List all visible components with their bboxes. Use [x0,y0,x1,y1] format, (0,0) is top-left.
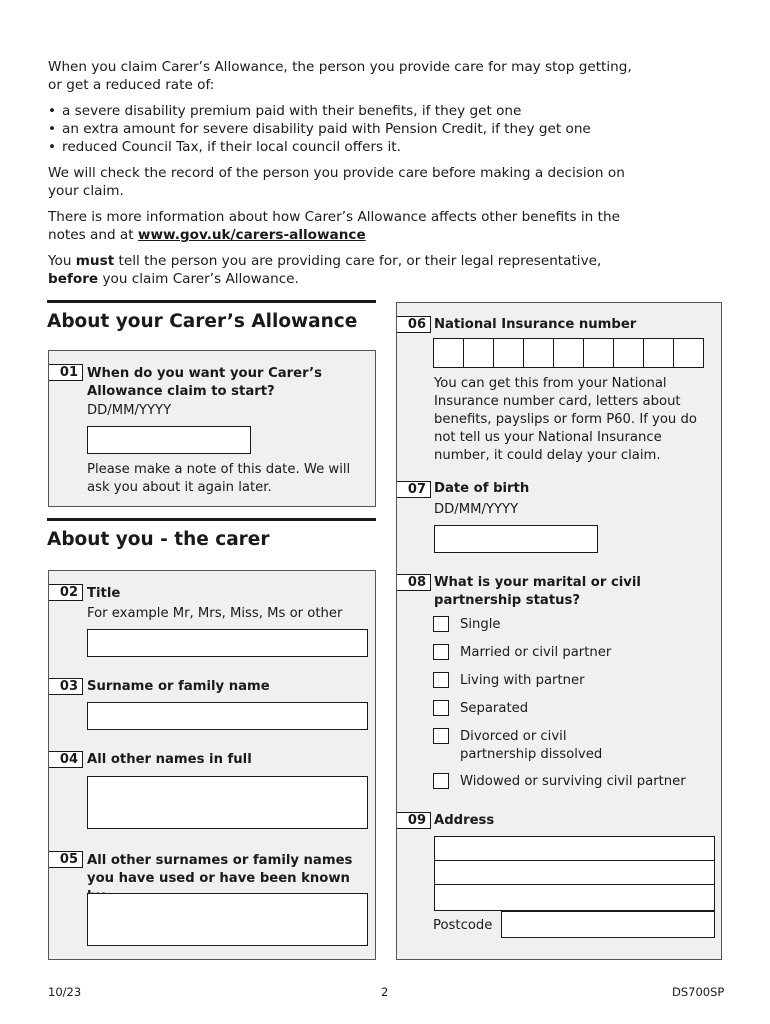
national-insurance-number-input[interactable] [433,338,704,368]
question-label: All other surnames or family names you have used or have been known [87,853,353,886]
question-number: 02 [49,584,83,601]
question-number: 03 [49,678,83,695]
claim-start-date-input[interactable] [87,426,251,454]
marital-option-separated[interactable]: Separated [433,700,528,718]
nino-character-box[interactable] [674,339,703,367]
marital-option-married[interactable]: Married or civil partner [433,644,611,662]
marital-option-single[interactable]: Single [433,616,501,634]
intro-paragraph-3: There is more information about how Carer’s Allowance affects other benefits in the notes and at www.gov.uk/carers-allowance [48,209,620,243]
marital-option-divorced[interactable]: Divorced or civil partnership dissolved [433,728,603,764]
question-01-panel [48,350,376,507]
question-label: When do you want your Carer’s Allowance claim to start? [87,366,323,399]
other-names-input[interactable] [87,776,368,829]
checkbox[interactable] [433,773,449,789]
date-format-hint: DD/MM/YYYY [434,502,519,517]
intro-bullet: • a severe disability premium paid with their benefits, if they get one [48,102,638,120]
nino-character-box[interactable] [554,339,584,367]
question-label: Date of birth [434,481,530,496]
nino-character-box[interactable] [644,339,674,367]
question-hint: For example Mr, Mrs, Miss, Ms or other [87,606,343,621]
checkbox[interactable] [433,672,449,688]
question-number: 09 [397,812,431,829]
question-number: 08 [397,574,431,591]
page-number: 2 [381,985,389,999]
question-number: 07 [397,481,431,498]
question-label: What is your marital or civil partnership status? [434,575,641,608]
intro-paragraph-2: We will check the record of the person you provide care before making a decision on your claim. [48,165,625,199]
footer-date: 10/23 [48,985,82,999]
nino-character-box[interactable] [464,339,494,367]
intro-bullet-list [48,102,638,156]
intro-bullet: • an extra amount for severe disability paid with Pension Credit, if they get one [48,120,638,138]
question-hint: You can get this from your National Insurance number card, letters about benefits, payslips or form P60. If you do not tell us your National Insurance number, it could delay your claim. [434,376,697,463]
marital-option-living-with-partner[interactable]: Living with partner [433,672,585,690]
nino-character-box[interactable] [614,339,644,367]
nino-character-box[interactable] [434,339,464,367]
question-label: All other names in full [87,752,252,767]
address-line-3-input[interactable] [434,884,715,911]
question-number: 06 [397,316,431,333]
intro-bullet: • reduced Council Tax, if their local council offers it. [48,138,638,156]
nino-character-box[interactable] [584,339,614,367]
checkbox[interactable] [433,616,449,632]
intro-text [48,58,638,296]
checkbox[interactable] [433,728,449,744]
question-number: 05 [49,851,83,868]
question-label: Surname or family name [87,679,270,694]
surname-input[interactable] [87,702,368,730]
form-code: DS700SP [672,985,725,999]
marital-option-widowed[interactable]: Widowed or surviving civil partner [433,773,686,791]
nino-character-box[interactable] [524,339,554,367]
address-line-1-input[interactable] [434,836,715,861]
intro-paragraph-1: When you claim Carer’s Allowance, the person you provide care for may stop getting, or get a reduced rate of: [48,59,632,93]
nino-character-box[interactable] [494,339,524,367]
question-note: Please make a note of this date. We will ask you about it again later. [87,462,351,495]
question-number: 01 [49,364,83,381]
section-divider [47,300,376,303]
address-line-2-input[interactable] [434,860,715,885]
title-input[interactable] [87,629,368,657]
date-of-birth-input[interactable] [434,525,598,553]
intro-paragraph-4: You must tell the person you are providing care for, or their legal representative, before you claim Carer’s Allowance. [48,253,602,287]
postcode-label: Postcode [433,918,493,933]
question-label: Title [87,586,121,601]
checkbox[interactable] [433,644,449,660]
section-title-about-ca: About your Carer’s Allowance [47,311,358,332]
question-label: Address [434,813,495,828]
about-you-panel [48,570,376,960]
question-number: 04 [49,751,83,768]
section-divider [47,518,376,521]
question-label: National Insurance number [434,317,637,332]
date-format-hint: DD/MM/YYYY [87,403,172,418]
section-title-about-you: About you - the carer [47,529,270,550]
postcode-input[interactable] [501,911,715,938]
other-surnames-input[interactable] [87,893,368,946]
checkbox[interactable] [433,700,449,716]
carers-allowance-link[interactable]: www.gov.uk/carers-allowance [137,227,366,243]
